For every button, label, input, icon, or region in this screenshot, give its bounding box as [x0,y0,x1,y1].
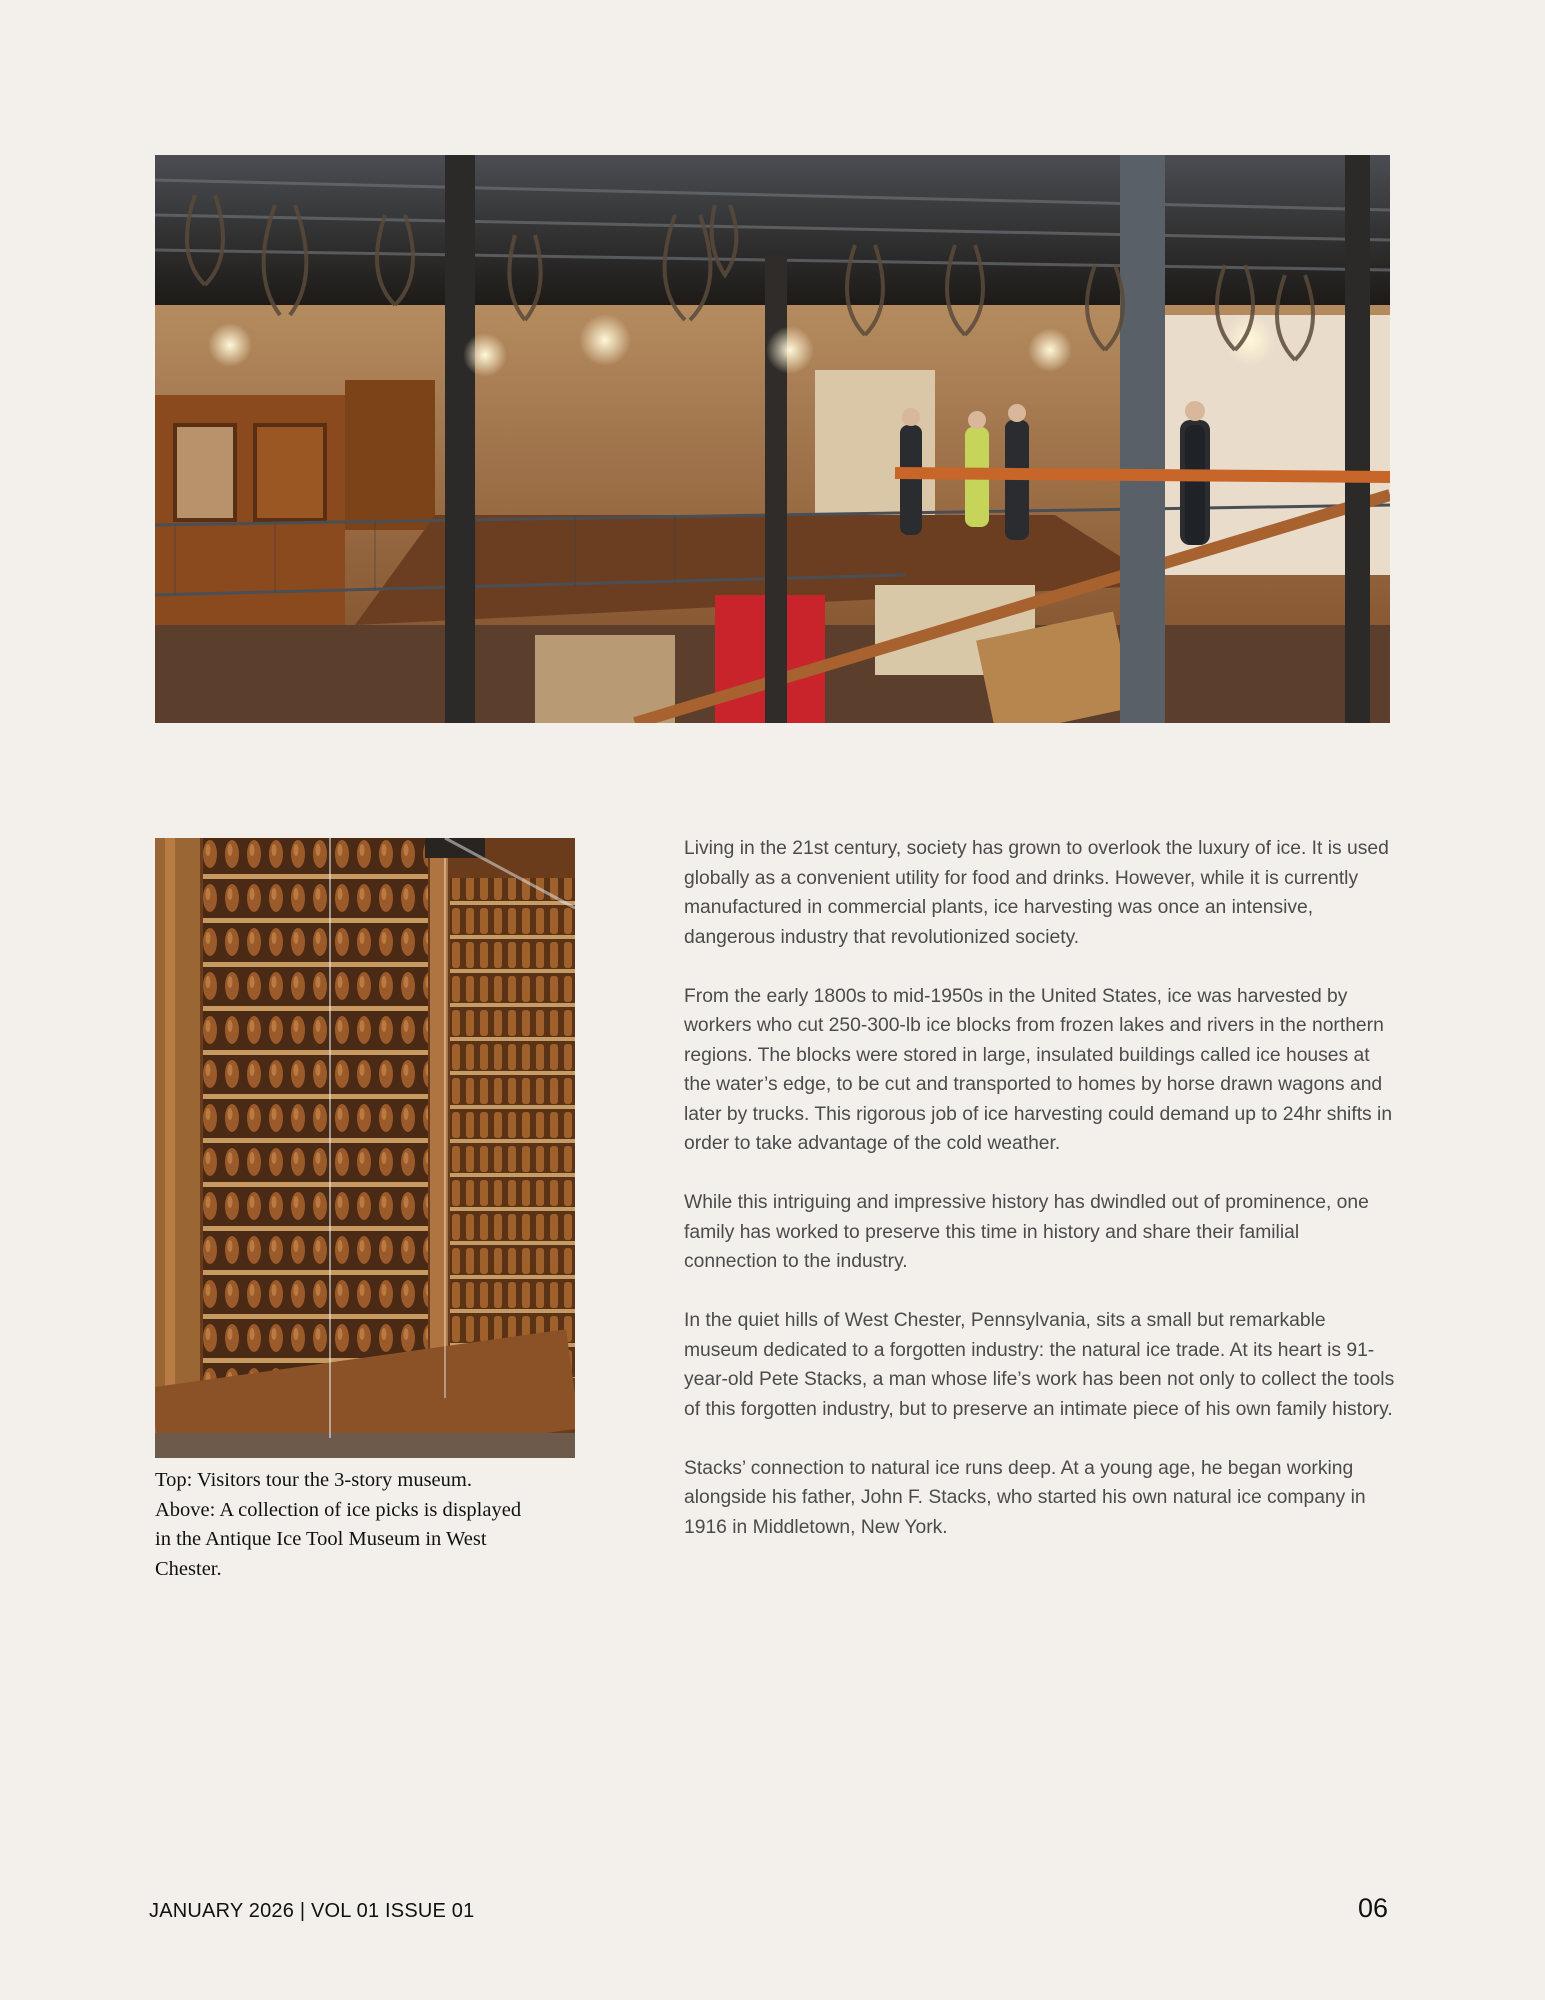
caption-line: Chester. [155,1557,222,1580]
page-number: 06 [1358,1893,1389,1923]
issue-info: JANUARY 2026 | VOL 01 ISSUE 01 [149,1900,475,1922]
article-paragraph: In the quiet hills of West Chester, Pennsylvania, sits a small but remarkable museum dedicated to a forgotten industry: the natural ice trade. At its heart is 91-year-old Pete Stacks, a man whose life’s work has been not only to collect the tools of this forgotten industry, but to preserve an intimate piece of his own family history. [684,1310,1395,1420]
caption-line: Above: A collection of ice picks is displayed [155,1498,522,1521]
article-body [684,834,1396,1572]
caption-line: in the Antique Ice Tool Museum in West [155,1528,487,1550]
museum-interior-photo [155,155,1390,723]
photo-caption [155,1466,575,1584]
article-paragraph: Stacks’ connection to natural ice runs deep. At a young age, he began working alongside his father, John F. Stacks, who started his own natural ice company in 1916 in Middletown, New York. [684,1457,1366,1538]
caption-line: Top: Visitors tour the 3-story museum. [155,1469,472,1491]
article-paragraph: Living in the 21st century, society has grown to overlook the luxury of ice. It is used globally as a convenient utility for food and drinks. However, while it is currently manufactured in commercial plants, ice harvesting was once an intensive, dangerous industry that revolutionized society. [684,838,1389,948]
article-paragraph: From the early 1800s to mid-1950s in the United States, ice was harvested by workers who cut 250-300-lb ice blocks from frozen lakes and rivers in the northern regions. The blocks were stored in large, insulated buildings called ice houses at the water’s edge, to be cut and transported to homes by horse drawn wagons and later by trucks. This rigorous job of ice harvesting could demand up to 24hr shifts in order to take advantage of the cold weather. [684,985,1393,1154]
ice-pick-display-photo [155,838,575,1458]
article-paragraph: While this intriguing and impressive history has dwindled out of prominence, one family has worked to preserve this time in history and share their familial connection to the industry. [684,1192,1369,1272]
